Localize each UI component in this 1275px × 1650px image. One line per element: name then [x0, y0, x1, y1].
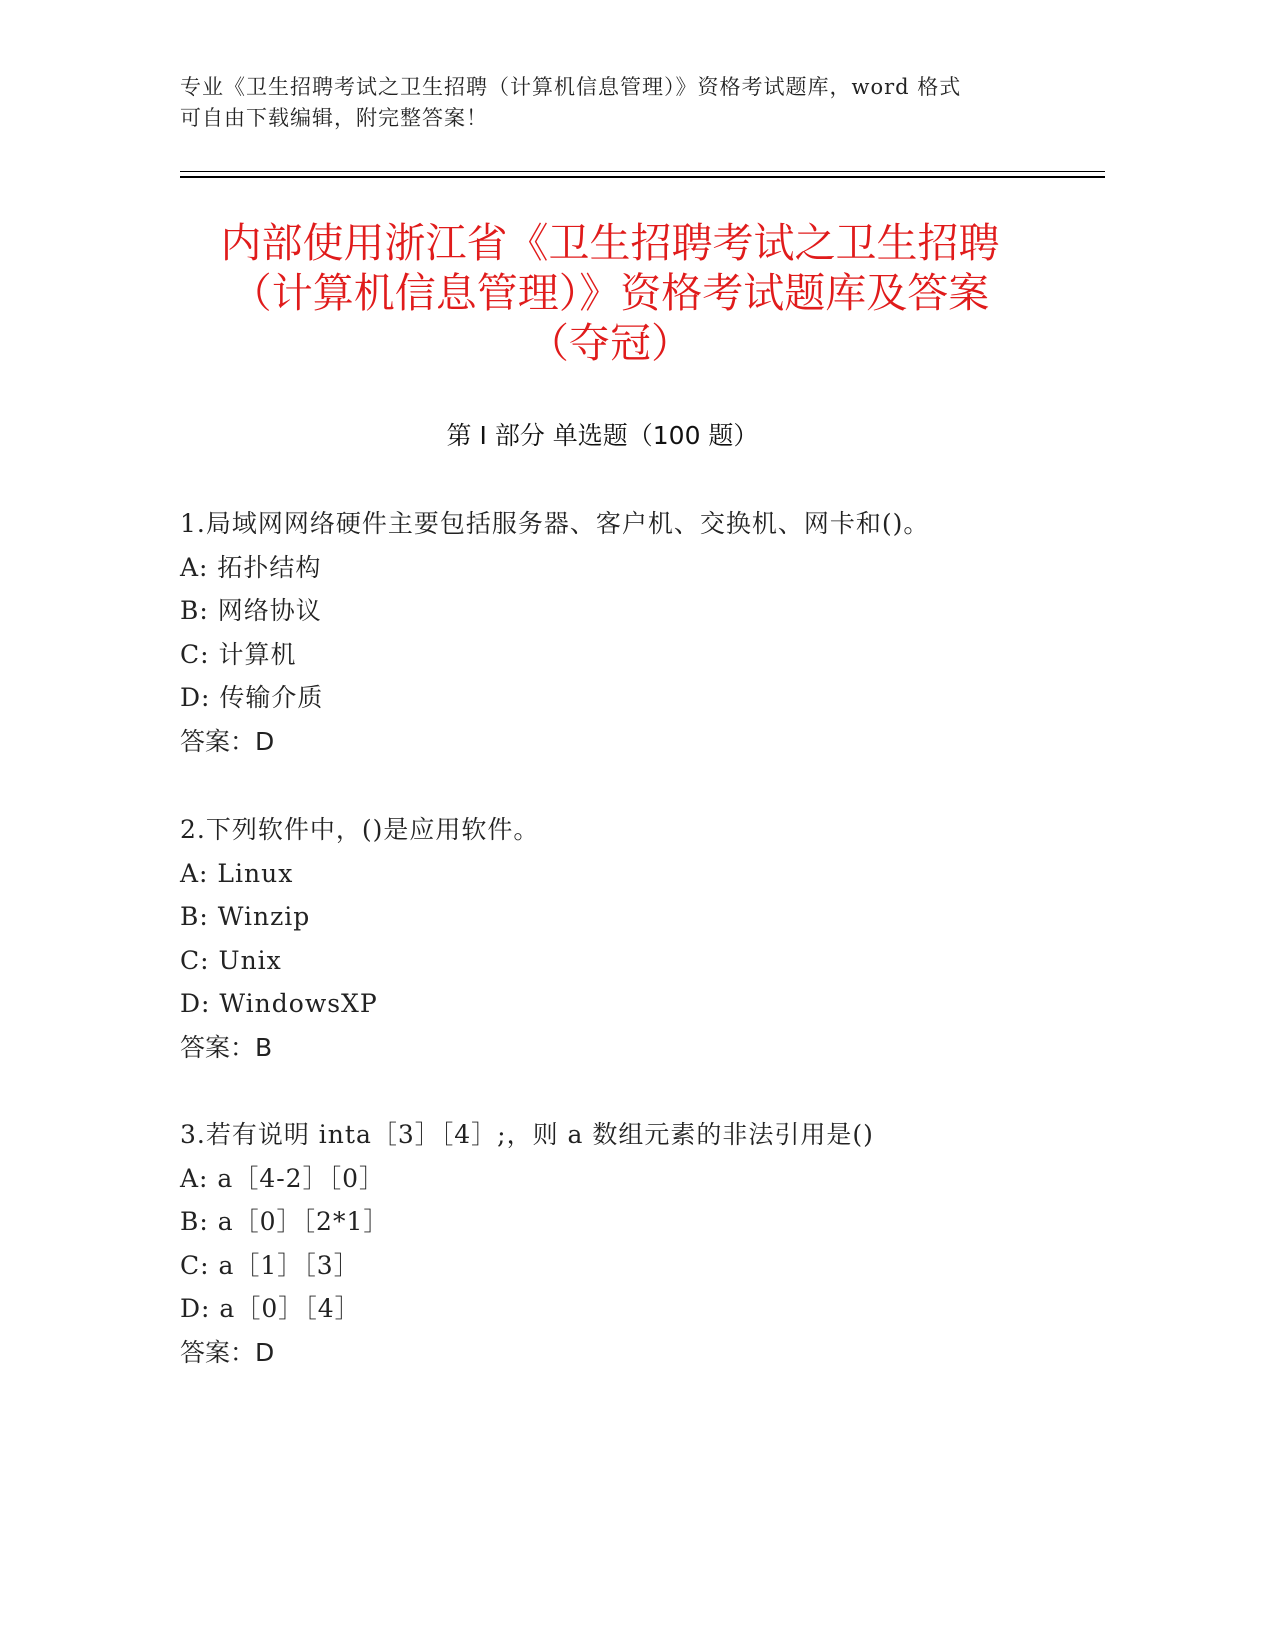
answer-line: 答案：B	[180, 1032, 273, 1062]
question-item	[180, 1113, 1080, 1374]
title-line-2: （计算机信息管理）》资格考试题库及答案	[230, 269, 990, 317]
header-note-line-1: 专业《卫生招聘考试之卫生招聘（计算机信息管理）》资格考试题库，word 格式	[180, 75, 962, 99]
option-a: A: Linux	[180, 858, 294, 888]
header-note	[180, 72, 1080, 134]
option-b: B: a［0］［2*1］	[180, 1207, 390, 1236]
document-title	[160, 218, 1060, 368]
header-divider-thin	[180, 171, 1105, 172]
question-stem: 3.若有说明 inta［3］［4］;，则 a 数组元素的非法引用是()	[180, 1120, 874, 1149]
option-a: A: 拓扑结构	[180, 552, 322, 582]
question-item	[180, 502, 1080, 763]
title-line-1: 内部使用浙江省《卫生招聘考试之卫生招聘	[220, 219, 1000, 267]
header-note-line-2: 可自由下载编辑，附完整答案！	[180, 106, 488, 130]
answer-line: 答案：D	[180, 726, 275, 756]
section-heading: 第 I 部分 单选题（100 题）	[446, 421, 759, 450]
title-line-3: （夺冠）	[528, 319, 692, 367]
question-stem: 2.下列软件中，()是应用软件。	[180, 815, 540, 844]
question-stem: 1.局域网网络硬件主要包括服务器、客户机、交换机、网卡和()。	[180, 509, 930, 538]
option-c: C: a［1］［3］	[180, 1250, 360, 1280]
option-a: A: a［4-2］［0］	[180, 1163, 385, 1193]
option-d: D: a［0］［4］	[180, 1294, 361, 1323]
question-item	[180, 808, 1080, 1069]
option-c: C: Unix	[180, 945, 282, 975]
option-d: D: 传输介质	[180, 683, 324, 712]
option-b: B: 网络协议	[180, 596, 322, 625]
option-b: B: Winzip	[180, 902, 311, 931]
option-c: C: 计算机	[180, 639, 297, 669]
option-d: D: WindowsXP	[180, 989, 378, 1018]
header-divider-thick	[180, 176, 1105, 178]
answer-line: 答案：D	[180, 1337, 275, 1367]
